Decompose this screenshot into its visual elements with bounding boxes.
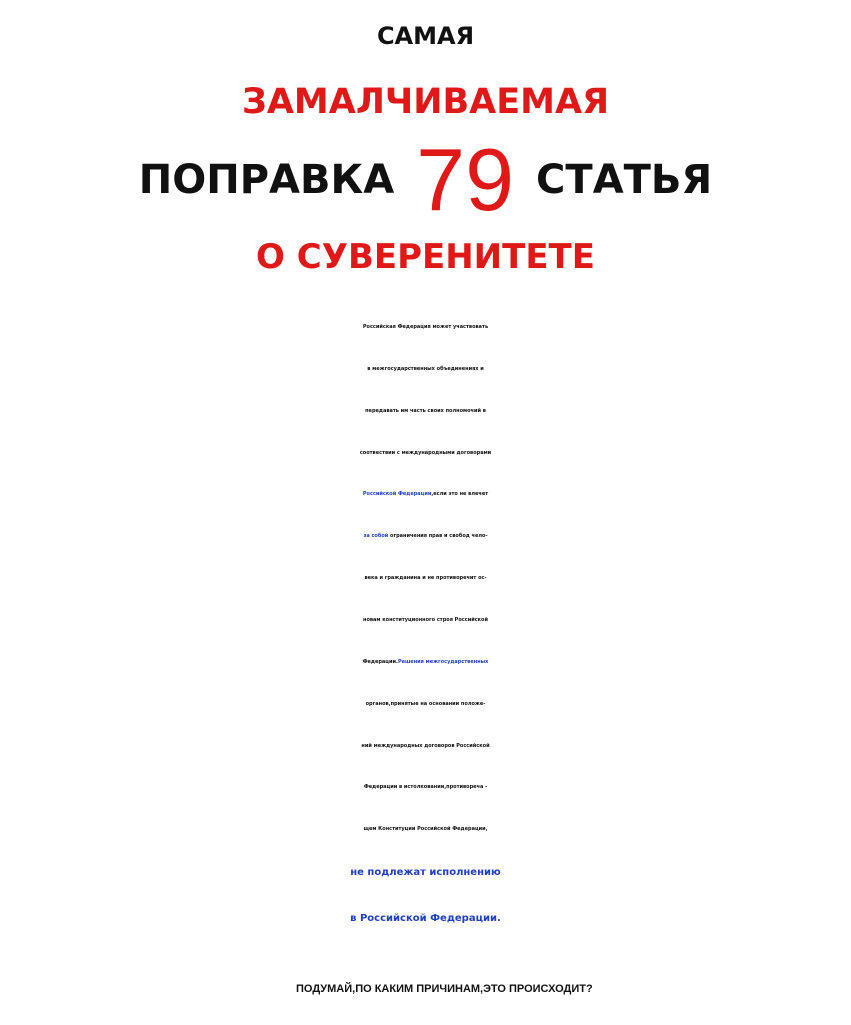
headline-line-1: САМАЯ — [376, 22, 475, 50]
headline-line-2: ЗАМАЛЧИВАЕМАЯ — [241, 82, 610, 122]
conclusion-line-2: в Российской Федерации. — [350, 913, 501, 924]
body-text-blue: щем Конституции Российской Федерации, — [363, 826, 488, 832]
body-text-blue: ний международных договоров Российской — [361, 743, 490, 749]
body-line-7 — [0, 576, 851, 581]
body-line-5 — [0, 492, 851, 497]
body-text: ,если это не влечет — [431, 491, 489, 497]
body-text-blue: Российской Федерации — [362, 491, 432, 497]
body-text-blue: Федерации в истолковании,противореча - — [363, 784, 488, 790]
body-line-12 — [0, 785, 851, 790]
body-line-6 — [0, 534, 851, 539]
body-text: соотвествии с международными договорами — [359, 450, 492, 456]
body-text-blue: за собой — [363, 533, 389, 539]
body-text-blue: органов,принятые на основании положе- — [365, 701, 486, 707]
body-text: ограничения прав и свобод чело- — [388, 533, 488, 539]
body-text: новам конституционного строя Российской — [363, 617, 488, 623]
headline-article-word: СТАТЬЯ — [536, 157, 713, 203]
body-line-1 — [0, 325, 851, 330]
body-text: передавать им часть своих полномочий в — [365, 408, 486, 414]
conclusion-line-1: не подлежат исполнению — [350, 867, 501, 878]
headline-line-3 — [0, 130, 851, 229]
headline-amendment-word: ПОПРАВКА — [138, 157, 395, 203]
body-text-blue: Решения межгосударственных — [397, 659, 489, 665]
body-line-3 — [0, 409, 851, 414]
body-text: Федерации. — [362, 659, 398, 665]
body-line-9 — [0, 660, 851, 665]
body-line-8 — [0, 618, 851, 623]
footer-question: ПОДУМАЙ,ПО КАКИМ ПРИЧИНАМ,ЭТО ПРОИСХОДИТ? — [296, 983, 593, 995]
body-line-13 — [0, 827, 851, 832]
body-line-10 — [0, 702, 851, 707]
body-line-2 — [0, 367, 851, 372]
body-text: века и гражданина и не противоречит ос- — [364, 575, 487, 581]
article-number: 79 — [416, 130, 515, 229]
headline-line-4: О СУВЕРЕНИТЕТЕ — [256, 237, 595, 277]
body-line-4 — [0, 451, 851, 456]
body-line-11 — [0, 744, 851, 749]
body-text: Российская Федерация может участвовать — [362, 324, 489, 330]
body-text: в межгосударственных объединениях и — [367, 366, 484, 372]
